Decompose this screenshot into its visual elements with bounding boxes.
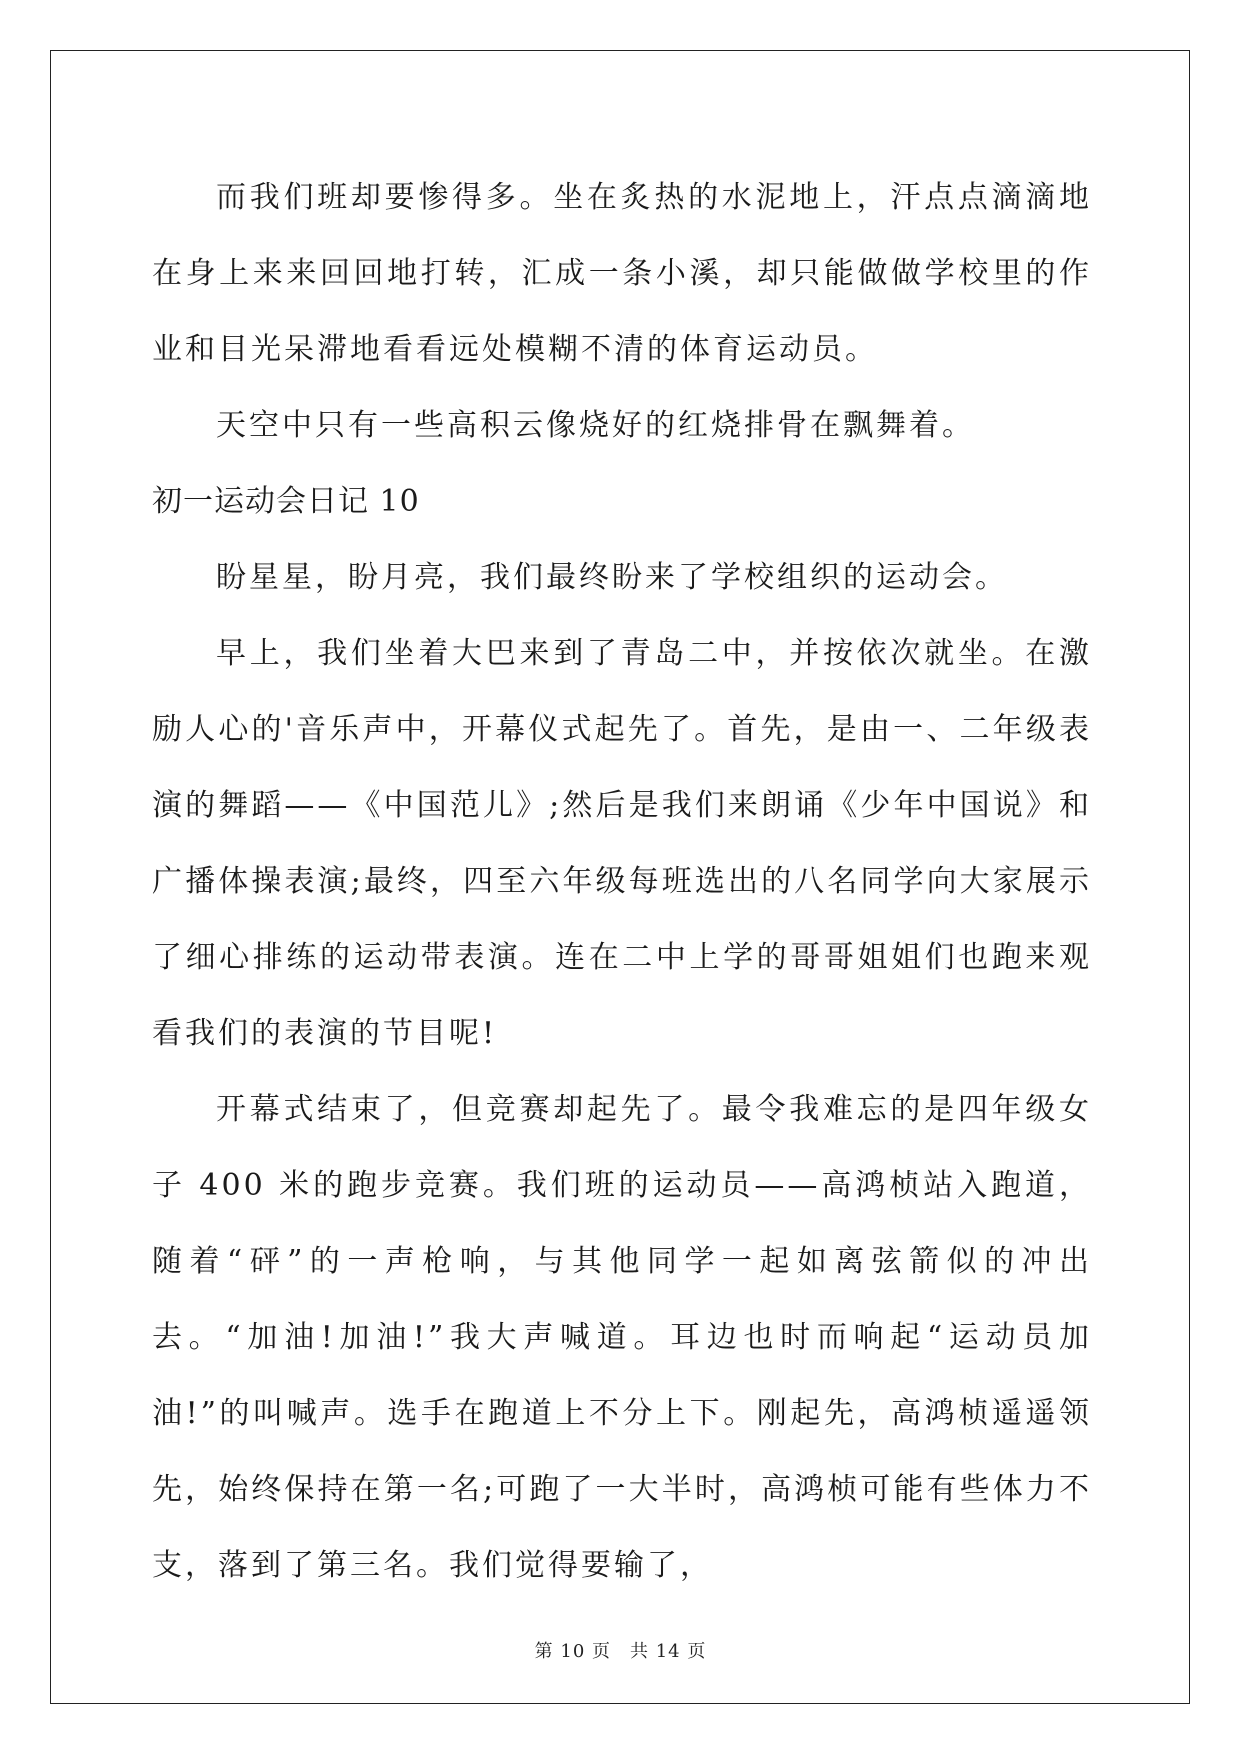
section-title: 初一运动会日记 10	[152, 484, 420, 519]
paragraph: 早上，我们坐着大巴来到了青岛二中，并按依次就坐。在激励人心的'音乐声中，开幕仪式起先了。首先，是由一、二年级表演的舞蹈——《中国范儿》;然后是我们来朗诵《少年中国说》和广播体操表演;最终，四至六年级每班选出的八名同学向大家展示了细心排练的运动带表演。连在二中上学的哥哥姐姐们也跑来观看我们的表演的节目呢!	[152, 636, 1092, 1051]
paragraph: 盼星星，盼月亮，我们最终盼来了学校组织的运动会。	[216, 560, 1008, 595]
page-footer: 第 10 页 共 14 页	[534, 1641, 707, 1662]
paragraph: 而我们班却要惨得多。坐在炙热的水泥地上，汗点点滴滴地在身上来来回回地打转，汇成一条小溪，却只能做做学校里的作业和目光呆滞地看看远处模糊不清的体育运动员。	[152, 180, 1092, 367]
paragraph: 天空中只有一些高积云像烧好的红烧排骨在飘舞着。	[216, 408, 975, 443]
document-body	[152, 160, 1092, 1604]
paragraph: 开幕式结束了，但竞赛却起先了。最令我难忘的是四年级女子 400 米的跑步竞赛。我们班的运动员——高鸿桢站入跑道，随着“砰”的一声枪响，与其他同学一起如离弦箭似的冲出去。“加油!加油!”我大声喊道。耳边也时而响起“运动员加油!”的叫喊声。选手在跑道上不分上下。刚起先，高鸿桢遥遥领先，始终保持在第一名;可跑了一大半时，高鸿桢可能有些体力不支，落到了第三名。我们觉得要输了，	[152, 1092, 1092, 1583]
